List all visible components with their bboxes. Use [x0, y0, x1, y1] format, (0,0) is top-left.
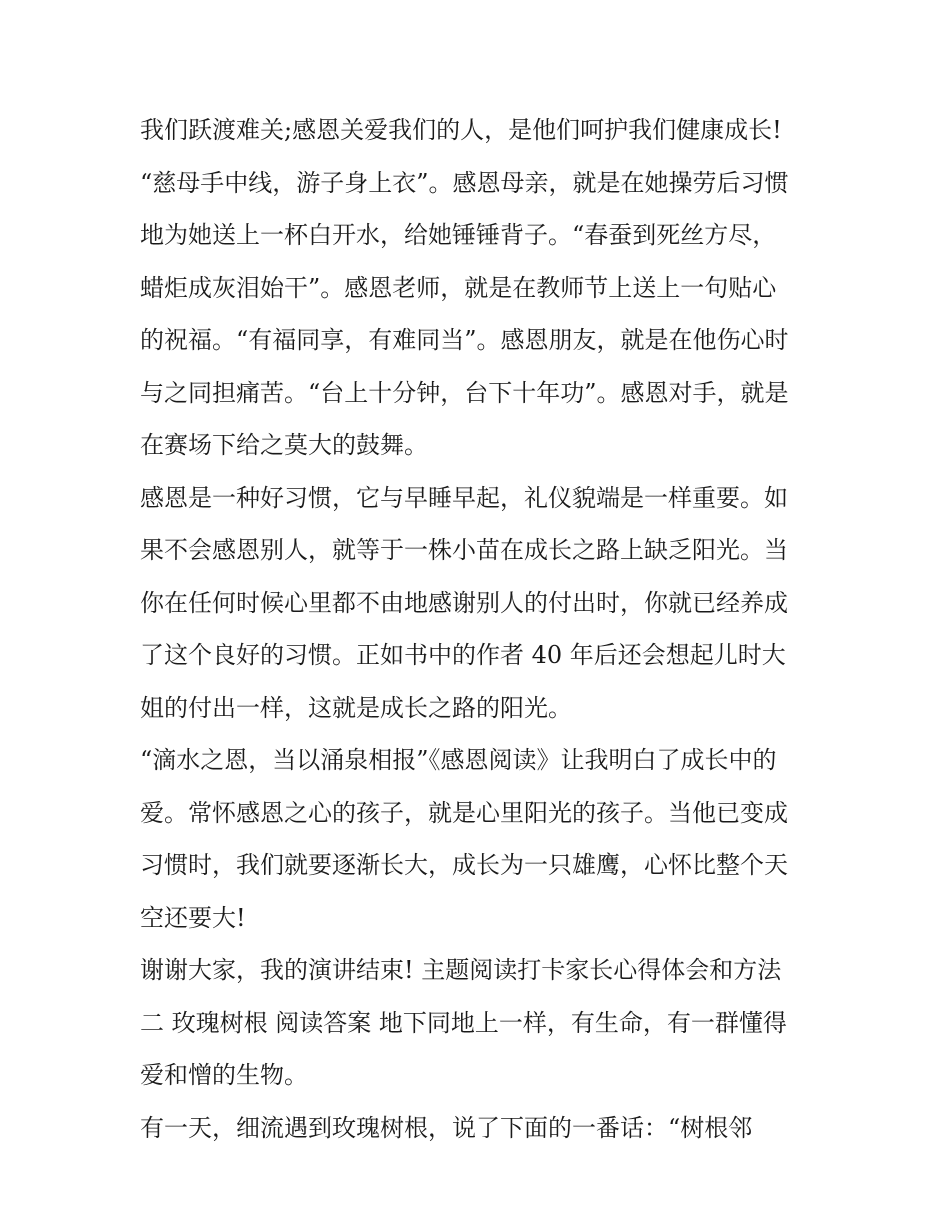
text-line: 的祝福。“有福同享，有难同当”。感恩朋友，就是在他伤心时: [140, 326, 789, 354]
text-line: 姐的付出一样，这就是成长之路的阳光。: [140, 693, 572, 722]
text-line: 空还要大!: [140, 903, 246, 932]
text-line: 二 玫瑰树根 阅读答案 地下同地上一样，有生命，有一群懂得: [140, 1008, 787, 1037]
text-line: 爱和憎的生物。: [140, 1061, 308, 1089]
text-line: 爱。常怀感恩之心的孩子，就是心里阳光的孩子。当他已变成: [140, 798, 788, 827]
text-line: 习惯时，我们就要逐渐长大，成长为一只雄鹰，心怀比整个天: [140, 851, 788, 879]
text-line: “慈母手中线，游子身上衣”。感恩母亲，就是在她操劳后习惯: [140, 168, 789, 197]
text-line: 了这个良好的习惯。正如书中的作者 40 年后还会想起儿时大: [140, 641, 786, 669]
text-line: 谢谢大家，我的演讲结束! 主题阅读打卡家长心得体会和方法: [140, 956, 782, 984]
text-line: 你在任何时候心里都不由地感谢别人的付出时，你就已经养成: [140, 588, 788, 617]
text-line: “滴水之恩，当以涌泉相报”《感恩阅读》让我明白了成长中的: [140, 746, 777, 774]
text-line: 我们跃渡难关;感恩关爱我们的人，是他们呵护我们健康成长!: [140, 116, 782, 144]
text-line: 感恩是一种好习惯，它与早睡早起，礼仪貌端是一样重要。如: [140, 483, 788, 512]
text-line: 与之同担痛苦。“台上十分钟，台下十年功”。感恩对手，就是: [140, 378, 789, 407]
text-line: 果不会感恩别人，就等于一株小苗在成长之路上缺乏阳光。当: [140, 536, 788, 564]
text-line: 有一天，细流遇到玫瑰树根，说了下面的一番话：“树根邻: [140, 1113, 753, 1142]
text-line: 地为她送上一杯白开水，给她锤锤背子。“春蚕到死丝方尽，: [140, 221, 777, 249]
text-line: 蜡炬成灰泪始干”。感恩老师，就是在教师节上送上一句贴心: [140, 273, 777, 302]
text-line: 在赛场下给之莫大的鼓舞。: [140, 431, 428, 459]
document-body: [140, 104, 820, 1154]
